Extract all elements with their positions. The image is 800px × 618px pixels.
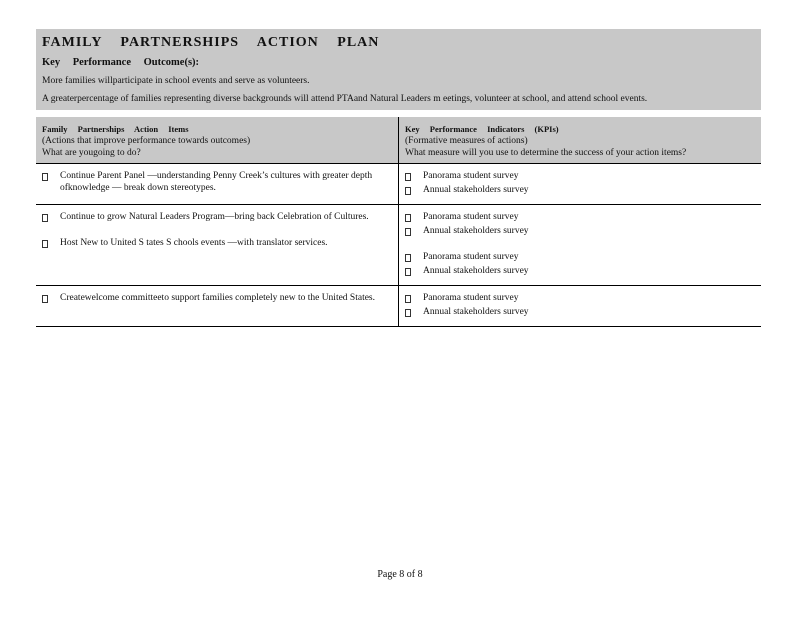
kpi-cell [399, 205, 761, 285]
action-text: Host New to United S tates S chools events —with translator services. [60, 238, 328, 248]
table-row [36, 204, 761, 285]
list-item [42, 292, 392, 306]
list-item [405, 211, 755, 225]
bullet-icon [405, 225, 423, 239]
table-row [36, 163, 761, 204]
kpi-question: What measure will you use to determine the success of your action items? [405, 148, 687, 158]
list-item [405, 251, 755, 265]
action-text: Continue to grow Natural Leaders Program—bring back Celebration of Cultures. [60, 212, 369, 222]
kpi-text: Panorama student survey [423, 171, 519, 181]
list-item [42, 170, 392, 194]
kpi-text: Annual stakeholders survey [423, 185, 529, 195]
table-header [36, 117, 761, 163]
page-number: Page 8 of 8 [377, 569, 423, 580]
kpi-group [405, 292, 755, 320]
kpi-text: Panorama student survey [423, 212, 519, 222]
list-item [405, 225, 755, 239]
list-item [405, 292, 755, 306]
bullet-icon [405, 265, 423, 279]
page-title: FAMILY PARTNERSHIPS ACTION PLAN [42, 35, 380, 50]
action-text: Continue Parent Panel —understanding Penny Creek’s cultures with greater depth ofknowledge — break down stereotypes. [60, 171, 373, 193]
kpi-subtitle: (Formative measures of actions) [405, 136, 528, 146]
list-item [42, 211, 392, 225]
bullet-icon [405, 170, 423, 184]
plan-header [36, 29, 761, 110]
kpi-group [405, 211, 755, 239]
action-items-header [36, 117, 399, 163]
outcome-1: More families willparticipate in school events and serve as volunteers. [42, 76, 310, 86]
action-cell [36, 205, 399, 285]
list-item [405, 306, 755, 320]
kpi-cell [399, 164, 761, 204]
action-group [42, 170, 392, 194]
action-items-subtitle: (Actions that improve performance towards outcomes) [42, 136, 251, 146]
kpi-header [399, 117, 761, 163]
action-items-title: Family Partnerships Action Items [42, 124, 189, 134]
bullet-icon [42, 237, 60, 251]
action-items-question: What are yougoing to do? [42, 148, 141, 158]
kpi-cell [399, 286, 761, 326]
bullet-icon [405, 251, 423, 265]
list-item [405, 170, 755, 184]
kpi-group [405, 251, 755, 279]
action-plan-table [36, 117, 761, 327]
action-cell [36, 164, 399, 204]
bullet-icon [42, 211, 60, 225]
kpi-text: Annual stakeholders survey [423, 266, 529, 276]
kpo-label: Key Performance Outcome(s): [42, 57, 200, 68]
kpi-text: Annual stakeholders survey [423, 226, 529, 236]
table-row [36, 285, 761, 326]
bullet-icon [405, 211, 423, 225]
bullet-icon [405, 306, 423, 320]
kpi-text: Panorama student survey [423, 252, 519, 262]
list-item [405, 265, 755, 279]
kpi-text: Panorama student survey [423, 293, 519, 303]
bullet-icon [405, 184, 423, 198]
bullet-icon [42, 292, 60, 306]
bullet-icon [405, 292, 423, 306]
action-group [42, 211, 392, 225]
action-group [42, 237, 392, 251]
action-cell [36, 286, 399, 326]
list-item [405, 184, 755, 198]
kpi-group [405, 170, 755, 198]
action-text: Createwelcome committeeto support families completely new to the United States. [60, 293, 375, 303]
bullet-icon [42, 170, 60, 194]
kpi-title: Key Performance Indicators (KPIs) [405, 124, 559, 134]
outcome-2: A greaterpercentage of families representing diverse backgrounds will attend PTAand Natural Leaders m eetings, volunteer at school, and attend school events. [42, 94, 648, 104]
action-group [42, 292, 392, 306]
kpi-text: Annual stakeholders survey [423, 307, 529, 317]
list-item [42, 237, 392, 251]
